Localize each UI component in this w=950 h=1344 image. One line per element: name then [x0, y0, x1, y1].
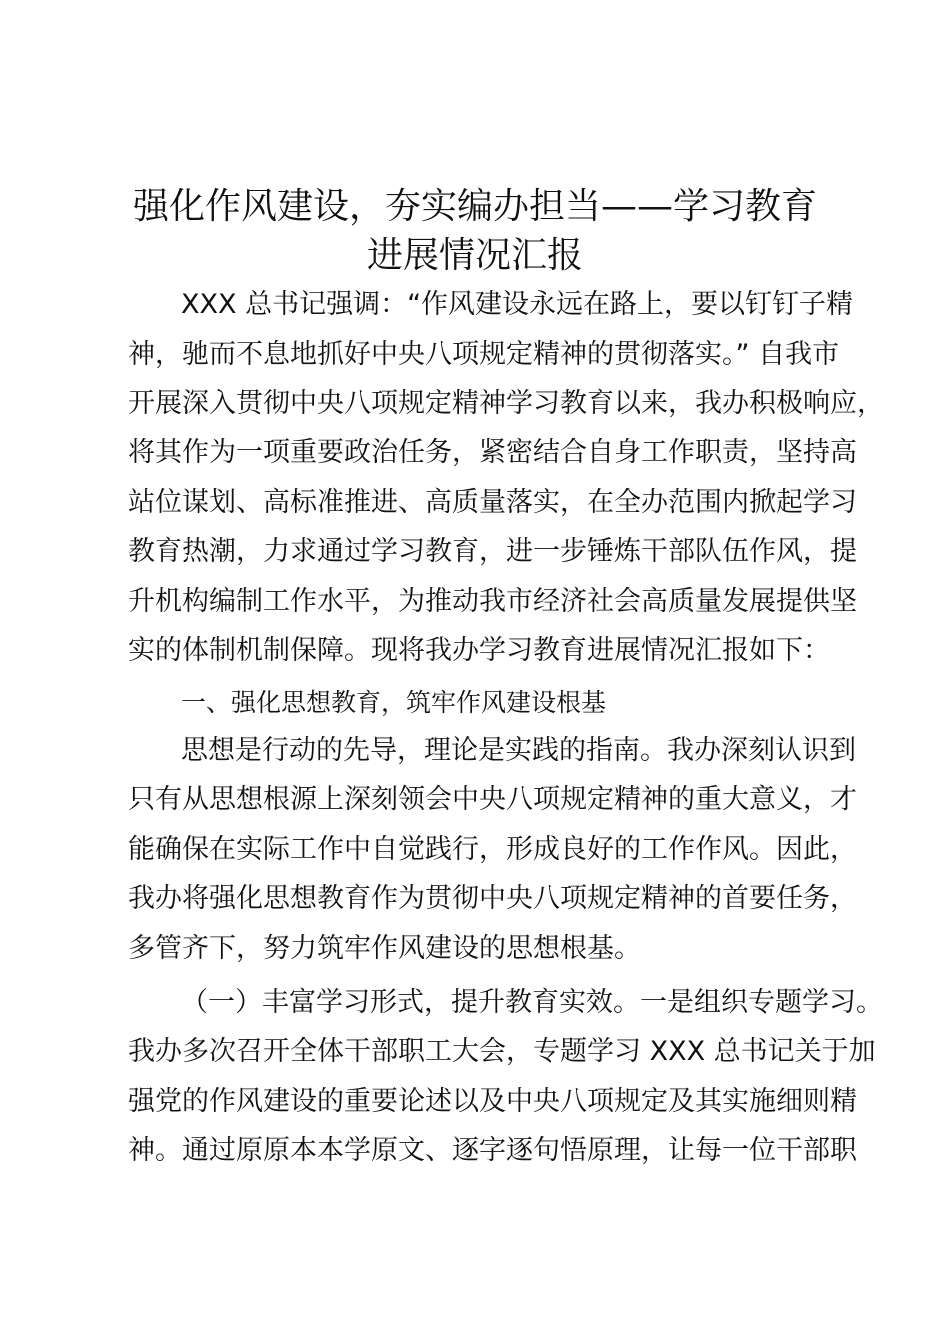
- paragraph-1-line-7: 升机构编制工作水平，为推动我市经济社会高质量发展提供坚: [128, 586, 857, 617]
- paragraph-2-line-2: 只有从思想根源上深刻领会中央八项规定精神的重大意义，才: [128, 784, 857, 815]
- paragraph-1-line-1: XXX 总书记强调：“作风建设永远在路上，要以钉钉子精: [181, 289, 854, 320]
- paragraph-2-line-1: 思想是行动的先导，理论是实践的指南。我办深刻认识到: [181, 735, 856, 766]
- paragraph-1-line-4: 将其作为一项重要政治任务，紧密结合自身工作职责，坚持高: [128, 437, 857, 468]
- paragraph-1-line-6: 教育热潮，力求通过学习教育，进一步锤炼干部队伍作风，提: [128, 536, 857, 567]
- paragraph-3-line-2: 我办多次召开全体干部职工大会，专题学习 XXX 总书记关于加: [128, 1036, 876, 1067]
- paragraph-1-line-5: 站位谋划、高标准推进、高质量落实，在全办范围内掀起学习: [128, 487, 857, 518]
- document-title-line-1: 强化作风建设，夯实编办担当——学习教育: [132, 186, 817, 227]
- document-title-line-2: 进展情况汇报: [366, 235, 583, 276]
- paragraph-2-line-3: 能确保在实际工作中自觉践行，形成良好的工作作风。因此，: [128, 834, 857, 865]
- paragraph-3-line-1: （一）丰富学习形式，提升教育实效。一是组织专题学习。: [181, 987, 883, 1018]
- paragraph-1-line-8: 实的体制机制保障。现将我办学习教育进展情况汇报如下：: [128, 635, 830, 666]
- paragraph-3-line-4: 神。通过原原本本学原文、逐字逐句悟原理，让每一位干部职: [128, 1135, 857, 1166]
- paragraph-2-line-5: 多管齐下，努力筑牢作风建设的思想根基。: [128, 933, 641, 964]
- paragraph-1-line-3: 开展深入贯彻中央八项规定精神学习教育以来，我办积极响应，: [128, 388, 884, 419]
- section-heading-1: 一、强化思想教育，筑牢作风建设根基: [181, 688, 607, 717]
- paragraph-1-line-2: 神，驰而不息地抓好中央八项规定精神的贯彻落实。” 自我市: [128, 339, 840, 370]
- paragraph-3-line-3: 强党的作风建设的重要论述以及中央八项规定及其实施细则精: [128, 1086, 857, 1117]
- paragraph-2-line-4: 我办将强化思想教育作为贯彻中央八项规定精神的首要任务，: [128, 883, 857, 914]
